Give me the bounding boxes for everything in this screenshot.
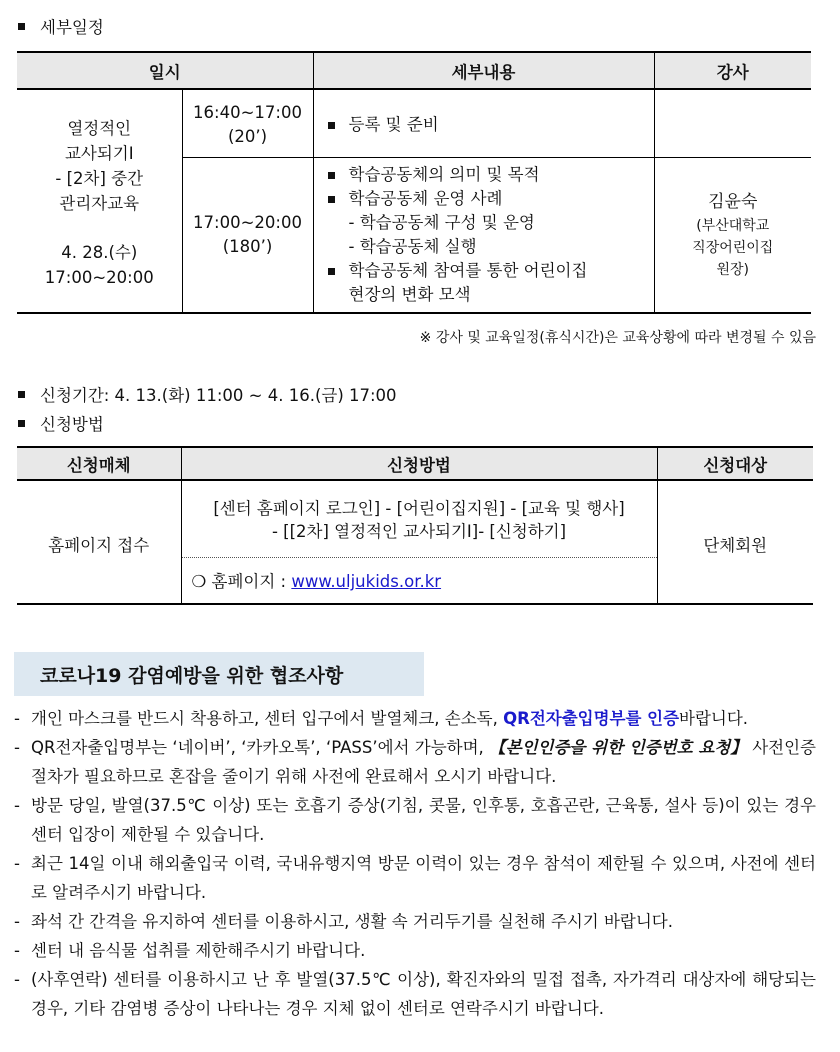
medium-cell: 홈페이지 접수 xyxy=(17,484,181,604)
target-cell: 단체회원 xyxy=(657,484,813,604)
content-cell xyxy=(313,93,654,157)
event-date: 4. 28.(수) xyxy=(61,242,138,262)
event-title-line: 열정적인 xyxy=(67,118,132,138)
schedule-note: ※ 강사 및 교육일정(휴식시간)은 교육상황에 따라 변경될 수 있음 xyxy=(419,330,816,346)
lecturer-name: 김윤숙 xyxy=(708,191,758,212)
application-method xyxy=(18,411,104,435)
event-title-line: 관리자교육 xyxy=(59,193,140,213)
event-time: 17:00~20:00 xyxy=(44,267,154,287)
rule-highlight: QR전자출입명부를 인증 xyxy=(503,709,680,728)
rule-text: QR전자출입명부는 ‘네이버’, ‘카카오톡’, ‘PASS’에서 가능하며, xyxy=(31,738,490,757)
content-subitem: - 학습공동체 구성 및 운영 xyxy=(348,212,535,232)
event-title-line: - [2차] 중간 xyxy=(55,168,144,188)
schedule-table xyxy=(17,51,811,314)
covid-heading-box xyxy=(14,652,424,696)
rule-item xyxy=(12,733,816,791)
event-title-line: 교사되기Ⅰ xyxy=(64,143,134,163)
header-target: 신청대상 xyxy=(657,447,813,480)
content-item-continuation: 현장의 변화 모색 xyxy=(348,284,471,304)
method-path-line: [센터 홈페이지 로그인] - [어린이집지원] - [교육 및 행사] xyxy=(213,499,625,519)
square-bullet-icon xyxy=(18,420,25,427)
rule-text: 개인 마스크를 반드시 착용하고, 센터 입구에서 발열체크, 손소독, xyxy=(31,709,504,728)
rule-item: - 방문 당일, 발열(37.5℃ 이상) 또는 호흡기 증상(기침, 콧물, 인후통, 호흡곤란, 근육통, 설사 등)이 있는 경우 센터 입장이 제한될 수 있습니다. xyxy=(12,791,816,849)
time-range: 16:40~17:00 xyxy=(193,102,302,122)
covid-rules-list xyxy=(12,704,816,1023)
method-path-line: - [[2차] 열정적인 교사되기Ⅰ]- [신청하기] xyxy=(271,522,567,542)
section-title: 세부일정 xyxy=(40,18,104,37)
application-period xyxy=(18,382,397,406)
application-table xyxy=(17,446,813,605)
header-method: 신청방법 xyxy=(181,447,657,480)
application-method-label: 신청방법 xyxy=(40,415,104,434)
content-item: 학습공동체 참여를 통한 어린이집 xyxy=(328,259,654,283)
rule-emphasis: 【본인인증을 위한 인증번호 요청】 xyxy=(489,738,747,757)
covid-heading: 코로나19 감염예방을 위한 협조사항 xyxy=(40,664,344,687)
rule-item xyxy=(12,704,816,733)
rule-item: - (사후연락) 센터를 이용하시고 난 후 발열(37.5℃ 이상), 확진자와의 밀접 접촉, 자가격리 대상자에 해당되는 경우, 기타 감염병 증상이 나타나는 경우 지체 없이 센터로 연락주시기 바랍니다. xyxy=(12,965,816,1023)
content-item: 등록 및 준비 xyxy=(328,113,654,137)
duration: (20’) xyxy=(227,126,268,146)
lecturer-cell xyxy=(654,157,811,313)
header-lecturer: 강사 xyxy=(654,52,811,89)
header-date: 일시 xyxy=(17,52,313,89)
event-cell xyxy=(17,93,182,313)
rule-text: 사전인증 절차가 필요하므로 혼잡을 줄이기 위해 사전에 완료해서 오시기 바랍니다. xyxy=(31,738,816,786)
time-cell xyxy=(182,157,313,313)
header-content: 세부내용 xyxy=(313,52,654,89)
lecturer-affiliation: 직장어린이집 xyxy=(692,239,774,256)
homepage-cell xyxy=(181,557,657,604)
content-cell xyxy=(313,157,654,313)
duration: (180’) xyxy=(222,236,273,256)
rule-item: - 센터 내 음식물 섭취를 제한해주시기 바랍니다. xyxy=(12,936,816,965)
homepage-label: ❍ 홈페이지 : xyxy=(191,572,292,592)
rule-item: - 좌석 간 간격을 유지하여 센터를 이용하시고, 생활 속 거리두기를 실천해 주시기 바랍니다. xyxy=(12,907,816,936)
content-item: 학습공동체의 의미 및 목적 xyxy=(328,163,654,187)
square-bullet-icon xyxy=(18,23,25,30)
header-medium: 신청매체 xyxy=(17,447,181,480)
time-cell xyxy=(182,93,313,157)
method-path-cell xyxy=(181,484,657,557)
content-subitem: - 학습공동체 실행 xyxy=(348,236,477,256)
content-item: 학습공동체 운영 사례 xyxy=(328,187,654,211)
section-detail-schedule xyxy=(18,14,104,38)
rule-item: - 최근 14일 이내 해외출입국 이력, 국내유행지역 방문 이력이 있는 경우 참석이 제한될 수 있으며, 사전에 센터로 알려주시기 바랍니다. xyxy=(12,849,816,907)
homepage-link[interactable]: www.uljukids.or.kr xyxy=(291,572,442,592)
square-bullet-icon xyxy=(18,391,25,398)
rule-text: 바랍니다. xyxy=(679,709,749,728)
lecturer-affiliation: (부산대학교 xyxy=(696,217,770,234)
time-range: 17:00~20:00 xyxy=(193,212,302,232)
lecturer-affiliation: 원장) xyxy=(716,261,749,278)
lecturer-cell xyxy=(654,93,811,157)
application-period-text: 신청기간: 4. 13.(화) 11:00 ~ 4. 16.(금) 17:00 xyxy=(40,386,397,405)
